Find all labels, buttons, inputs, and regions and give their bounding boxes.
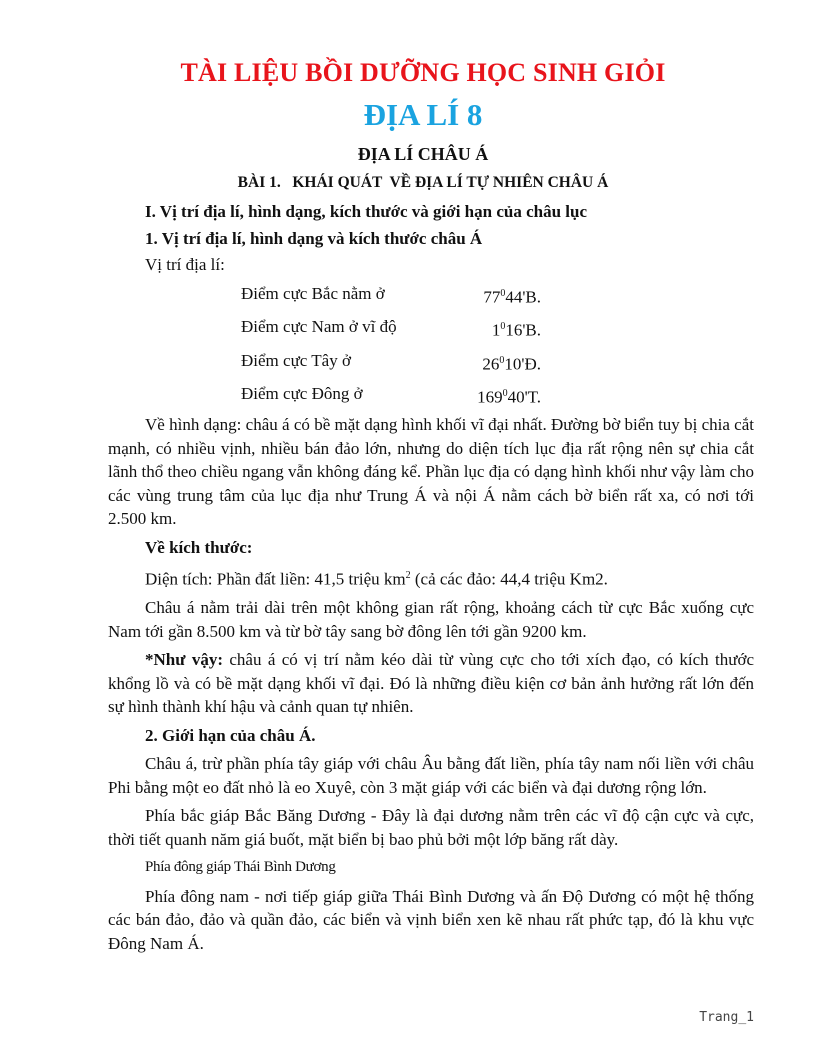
extreme-row bbox=[241, 379, 541, 413]
document-title: TÀI LIỆU BỒI DƯỠNG HỌC SINH GIỎI bbox=[180, 58, 666, 87]
extreme-label: Điểm cực Tây ở bbox=[241, 350, 351, 370]
section-title: ĐỊA LÍ CHÂU Á bbox=[357, 144, 489, 164]
east-line: Phía đông giáp Thái Bình Dương bbox=[145, 859, 336, 876]
page-number: Trang_1 bbox=[699, 1010, 754, 1025]
heading-2: 1. Vị trí địa lí, hình dạng và kích thước châu Á bbox=[145, 228, 483, 248]
span-paragraph: Châu á nằm trải dài trên một không gian rất rộng, khoảng cách từ cực Bắc xuống cực Nam tới gần 8.500 km và từ bờ tây sang bờ đông lên tới gần 9200 km. bbox=[108, 598, 754, 641]
extreme-value: $169^040'T$. bbox=[477, 388, 541, 408]
heading-3: 2. Giới hạn của châu Á. bbox=[145, 725, 316, 745]
document-body bbox=[108, 200, 754, 955]
summary-paragraph: *Như vậy: châu á có vị trí nằm kéo dài từ vùng cực cho tới xích đạo, có kích thước khổng lồ và có bề mặt dạng khối vĩ đại. Đó là những điều kiện cơ bản ảnh hưởng rất lớn đến sự hình thành khí hậu và cảnh quan tự nhiên. bbox=[108, 650, 754, 717]
border-paragraph: Châu á, trừ phần phía tây giáp với châu Âu bằng đất liền, phía tây nam nối liền với châu Phi bằng một eo đất nhỏ là eo Xuyê, còn 3 mặt giáp với các biển và đại dương rộng lớn. bbox=[108, 754, 754, 797]
extreme-label: Điểm cực Bắc nằm ở bbox=[241, 283, 385, 303]
heading-1: I. Vị trí địa lí, hình dạng, kích thước và giới hạn của châu lục bbox=[145, 202, 588, 221]
extreme-label: Điểm cực Đông ở bbox=[241, 384, 363, 404]
extremes-table bbox=[241, 279, 541, 414]
extreme-label: Điểm cực Nam ở vĩ độ bbox=[241, 317, 397, 337]
area-line: Diện tích: Phần đất liền: 41,5 triệu $km^2$ (cả các đảo: 44,4 triệu Km2. bbox=[145, 569, 608, 589]
extreme-row bbox=[241, 346, 541, 380]
shape-paragraph: Về hình dạng: châu á có bề mặt dạng hình khối vĩ đại nhất. Đường bờ biển tuy bị chia cắt mạnh, có nhiều vịnh, nhiều bán đảo lớn, nhưng do diện tích lục địa rất rộng nên sự chia cắt lãnh thổ theo chiều ngang vẫn không đáng kể. Phần lục địa có dạng hình khối như vậy làm cho các vùng trung tâm của lục địa như Trung Á và nội Á nằm cách bờ biển rất xa, có nơi tới 2.500 km. bbox=[108, 415, 754, 529]
location-label: Vị trí địa lí: bbox=[145, 255, 225, 274]
extreme-row bbox=[241, 279, 541, 313]
extreme-value: $26^010'Đ$. bbox=[482, 354, 541, 374]
size-heading: Về kích thước: bbox=[145, 537, 253, 557]
extreme-value: $77^044'B$. bbox=[483, 287, 541, 307]
subject-title: ĐỊA LÍ 8 bbox=[363, 97, 483, 132]
extreme-row bbox=[241, 312, 541, 346]
southeast-paragraph: Phía đông nam - nơi tiếp giáp giữa Thái Bình Dương và ấn Độ Dương có một hệ thống các bán đảo, đảo và quần đảo, các biển và vịnh biển xen kẽ nhau rất phức tạp, đó là khu vực Đông Nam Á. bbox=[108, 886, 754, 953]
north-paragraph: Phía bắc giáp Bắc Băng Dương - Đây là đại dương nằm trên các vĩ độ cận cực và cực, thời tiết quanh năm giá buốt, mặt biển bị bao phủ bởi một lớp băng rất dày. bbox=[108, 806, 754, 849]
extreme-value: $1^016'B$. bbox=[491, 320, 541, 340]
lesson-title: BÀI 1. KHÁI QUÁT VỀ ĐỊA LÍ TỰ NHIÊN CHÂU Á bbox=[237, 174, 609, 191]
